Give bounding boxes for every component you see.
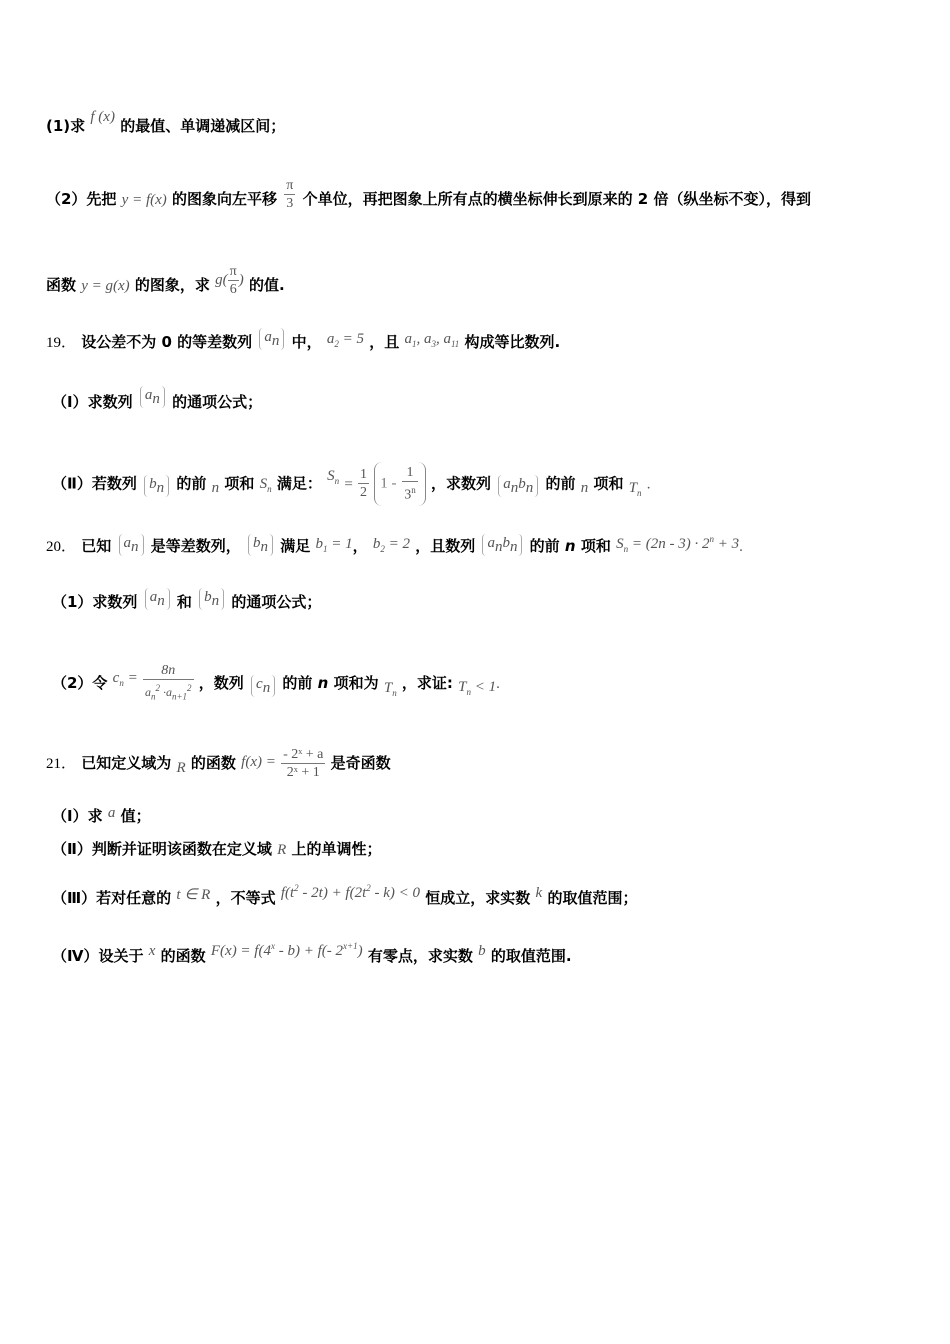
terms-expr: $a_1$, $a_3$, $a_{11}$	[404, 331, 460, 349]
q20-text-e: 的前	[529, 537, 560, 555]
cn-top: 8n	[143, 662, 194, 680]
seq-an-brace: $a_n$	[259, 328, 284, 350]
q18-text-hanshu: 函数	[46, 276, 77, 294]
q20-part2-text1: ，数列	[198, 674, 244, 693]
q19-part1	[52, 387, 263, 416]
q18-part2-label: （2）先把	[46, 190, 117, 208]
q20-an-brace: $a_n$	[119, 534, 144, 556]
q20-part2-text2: 的前	[282, 674, 313, 693]
one-minus: 1 -	[380, 475, 397, 492]
q21-f-lhs: f(x) =	[241, 754, 276, 770]
q18-text-tuxiang: 的图象，求	[134, 276, 210, 294]
q21-stem	[46, 746, 391, 781]
q21-t-in-R: t ∈ R	[176, 887, 211, 903]
q21-k: k	[535, 885, 543, 901]
q21-part3	[52, 884, 637, 909]
q20-n: n	[564, 537, 576, 555]
q20-bn-brace: $b_n$	[248, 534, 273, 556]
q20-text-f: 项和	[580, 537, 611, 555]
q20-text-c: 满足	[280, 537, 311, 555]
q20-part1	[52, 589, 322, 616]
pi6-numerator: π	[229, 264, 237, 279]
q21-f-bot: 2ˣ + 1	[286, 765, 320, 780]
q20-part1-and: 和	[176, 593, 192, 611]
seq-anbn-brace: $a_nb_n$	[498, 475, 538, 497]
q18-part2-text-c: 个单位，再把图象上所有点的横坐标伸长到原来的 2 倍（纵坐标不变），得到	[302, 190, 811, 208]
q19-part2-text1: 的前	[176, 474, 207, 493]
q20-sum-expr: $S_n = (2n - 3) \cdot 2^n + 3$	[616, 534, 740, 554]
q21-R: R	[176, 760, 186, 776]
q21-ineq: $f(t^2 - 2t) + f(2t^2 - k) < 0$	[280, 883, 421, 901]
seq-an-brace-2: $a_n$	[140, 386, 165, 408]
cn-lhs: $c_n$ =	[112, 670, 138, 689]
q19-part2-text4: ，求数列	[430, 474, 491, 493]
three-denominator: 3	[286, 196, 294, 211]
pi-over-3-fraction	[284, 177, 295, 212]
q18-part2-cont-line	[46, 264, 285, 303]
q21-text-c: 是奇函数	[330, 754, 391, 772]
g-open: g(	[215, 272, 228, 288]
a2-expr: $a_2 = 5$	[326, 331, 364, 349]
q18-part1-label: (1)求	[46, 117, 86, 135]
y-fx-expr: y = f(x)	[121, 192, 167, 208]
q21-p4-end: 的取值范围.	[490, 947, 572, 965]
q20-part2-text4: ，求证:	[401, 674, 453, 693]
q21-R-2: R	[277, 842, 287, 858]
q21-p2-tail: 上的单调性；	[291, 840, 382, 858]
sn-lhs: $S_n$	[327, 468, 340, 487]
q21-p4-tail: 有零点，求实数	[367, 947, 473, 965]
half-bot: 2	[360, 485, 368, 501]
sn-eq: =	[344, 476, 353, 493]
q20-p1-bn-brace: $b_n$	[199, 588, 224, 610]
q20-part2: （2）令 $c_n$ = $\frac{8n}{a_n^2 \cdot a_{n+1}^2}$ ，数列 $c_n$ 的前 n 项和为 $T_n$ ，求证: $T_n < 1$.	[52, 662, 500, 705]
inv-bot: 3$^n$	[404, 485, 416, 503]
q19-part1-label: （Ⅰ）求数列	[52, 393, 133, 411]
q19-part2-text6: 项和	[593, 474, 624, 493]
q21-F-expr: $F(x) = f(4^x - b) + f(-$ $2^{x+1}$)	[210, 941, 363, 959]
q20-text-a: 已知	[81, 537, 112, 555]
q21-a: a	[107, 805, 116, 821]
q21-part1	[52, 806, 151, 827]
q20-part1-label: （1）求数列	[52, 593, 138, 611]
q20-part2-label: （2）令	[52, 674, 108, 693]
sn-var: $S_n$	[259, 476, 272, 495]
q20-part1-tail: 的通项公式；	[231, 593, 322, 611]
cn-bot: $a_n^2 \cdot a_{n+1}^2$	[144, 683, 192, 702]
fx-expr: f (x)	[90, 109, 115, 125]
q21-p3-label: （Ⅲ）若对任意的	[52, 889, 172, 907]
q21-x: x	[148, 943, 156, 959]
q18-part1-text: 的最值、单调递减区间；	[120, 117, 286, 135]
q20-text-d: ，且数列	[415, 537, 476, 555]
q20-cn-brace: $c_n$	[251, 675, 275, 697]
q21-p4-text: 的函数	[160, 947, 206, 965]
q21-p3-text: ，不等式	[215, 889, 276, 907]
inv-top: 1	[402, 464, 418, 482]
q20-part2-text3: 项和为	[333, 674, 379, 693]
b1-expr: $b_1 = 1$	[315, 536, 353, 554]
q19-part2: （Ⅱ）若数列 $b_n$ 的前 n 项和 $S_n$ 满足： $S_n$ = $\frac{1}{2}$ 1 - $\frac{1}{3^n}$ ，求数列 $a_nb_n$ 的前 n 项和 $T_n$ .	[52, 462, 651, 506]
q21-p3-tail: 恒成立，求实数	[425, 889, 531, 907]
q20-stem: 20． 已知 $a_n$ 是等差数列， $b_n$ 满足 $b_1 = 1$， $b_2 = 2$ ，且数列 $a_nb_n$ 的前 n 项和 $S_n = (2n - 3) \cdot 2^n + 3$.	[46, 534, 743, 555]
q19-part2-text2: 项和	[224, 474, 255, 493]
q20-tn-ineq: $T_n < 1$	[458, 679, 497, 698]
tn-var: $T_n$	[628, 480, 642, 499]
q19-part2-text5: 的前	[545, 474, 576, 493]
inv-3n-fraction	[402, 464, 418, 504]
q20-p1-an-brace: $a_n$	[145, 588, 170, 610]
q19-text-d: 构成等比数列.	[464, 333, 561, 351]
q19-text-a: 设公差不为 0 的等差数列	[81, 333, 253, 351]
q18-part2-text-b: 的图象向左平移	[172, 190, 278, 208]
q19-text-b: 中，	[291, 333, 322, 351]
six-denominator: 6	[229, 282, 237, 297]
q21-p3-end: 的取值范围；	[547, 889, 638, 907]
b2-expr: $b_2 = 2$	[372, 536, 410, 554]
q21-number: 21．	[46, 756, 77, 772]
q19-part1-tail: 的通项公式；	[172, 393, 263, 411]
q21-part2	[52, 839, 382, 860]
g-close: )	[238, 272, 244, 288]
q18-part2-line	[46, 178, 811, 217]
q21-part4	[52, 942, 572, 967]
q19-part2-text3: 满足：	[276, 474, 322, 493]
q21-p4-label: （Ⅳ）设关于	[52, 947, 144, 965]
q21-p2-text: （Ⅱ）判断并证明该函数在定义域	[52, 840, 272, 858]
q18-part1-line	[46, 109, 286, 137]
q20-anbn-brace: $a_nb_n$	[482, 534, 522, 556]
q19-text-c: ，且	[369, 333, 400, 351]
q21-text-b: 的函数	[190, 754, 236, 772]
q21-text-a: 已知定义域为	[81, 754, 172, 772]
q21-f-top: - 2ˣ + a	[283, 747, 324, 762]
q20-text-b: 是等差数列，	[150, 537, 241, 555]
half-top: 1	[360, 467, 368, 483]
q19-number: 19．	[46, 335, 77, 351]
cn-fraction	[143, 662, 194, 705]
q21-p1-tail: 值；	[120, 807, 151, 825]
q18-text-end: 的值.	[248, 276, 285, 294]
q20-n-2: n	[317, 674, 329, 693]
pi-numerator: π	[286, 178, 294, 193]
q21-p1-label: （Ⅰ）求	[52, 807, 103, 825]
n-var: n	[211, 480, 220, 497]
y-gx-expr: y = g(x)	[81, 278, 130, 294]
q20-tn: $T_n$	[383, 680, 397, 699]
half-fraction	[358, 466, 369, 501]
q20-number: 20．	[46, 539, 77, 555]
n-var-2: n	[580, 480, 589, 497]
q19-stem	[46, 329, 561, 358]
q21-f-fraction	[281, 746, 325, 781]
pi-over-6-fraction	[228, 263, 239, 298]
seq-bn-brace: $b_n$	[144, 475, 169, 497]
q21-b: b	[478, 943, 486, 959]
q19-part2-label: （Ⅱ）若数列	[52, 474, 137, 493]
sn-paren-group	[374, 462, 426, 506]
